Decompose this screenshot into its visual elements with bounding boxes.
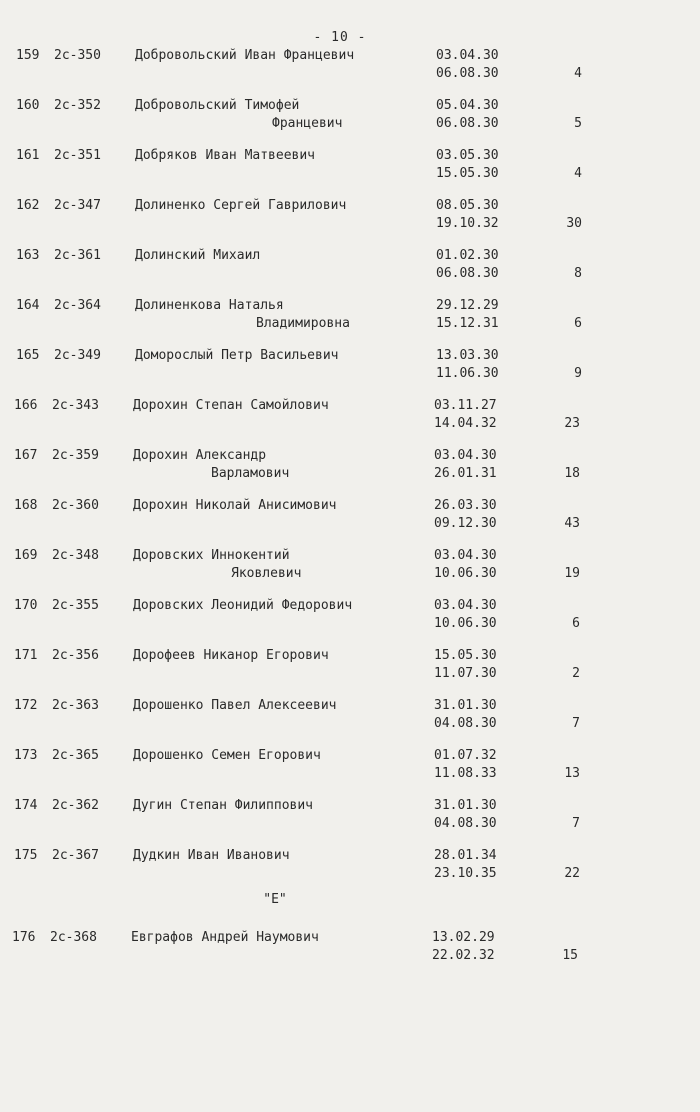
entry-number: 173 xyxy=(14,748,38,763)
entry-start-date: 03.11.27 xyxy=(434,398,497,413)
entry-row xyxy=(0,198,700,238)
entry-row xyxy=(0,348,700,388)
entry-row xyxy=(0,448,698,488)
entry-code: 2с-368 xyxy=(50,930,97,945)
entry-code: 2с-352 xyxy=(54,98,101,113)
entry-row xyxy=(0,148,700,188)
entry-code: 2с-343 xyxy=(52,398,99,413)
entry-end-date: 11.07.30 xyxy=(434,666,497,681)
entry-end-date: 11.06.30 xyxy=(436,366,499,381)
entry-row xyxy=(0,98,700,138)
entry-end-date: 06.08.30 xyxy=(436,266,499,281)
entry-name: Долинский Михаил xyxy=(135,248,261,263)
entry-number: 165 xyxy=(16,348,40,363)
entry-start-date: 01.07.32 xyxy=(434,748,497,763)
entry-number: 162 xyxy=(16,198,40,213)
entry-code: 2с-364 xyxy=(54,298,101,313)
entry-code: 2с-351 xyxy=(54,148,101,163)
entry-end-date: 10.06.30 xyxy=(434,566,497,581)
entry-number: 161 xyxy=(16,148,40,163)
entry-name: Доровских Иннокентий xyxy=(133,548,290,563)
entry-name: Добровольский Иван Францевич xyxy=(135,48,355,63)
entry-end-date: 10.06.30 xyxy=(434,616,497,631)
entry-end-date: 06.08.30 xyxy=(436,116,499,131)
entry-row xyxy=(0,798,698,838)
entry-start-date: 03.04.30 xyxy=(436,48,499,63)
entry-name: Доровских Леонидий Федорович xyxy=(133,598,353,613)
entry-number: 164 xyxy=(16,298,40,313)
entry-count: 19 xyxy=(564,566,580,581)
entry-count: 7 xyxy=(572,716,580,731)
entry-code: 2с-359 xyxy=(52,448,99,463)
entry-count: 43 xyxy=(564,516,580,531)
entry-end-date: 23.10.35 xyxy=(434,866,497,881)
entry-count: 30 xyxy=(566,216,582,231)
entry-name: Дорохин Николай Анисимович xyxy=(133,498,337,513)
entry-name: Дугин Степан Филиппович xyxy=(133,798,314,813)
entry-row xyxy=(0,498,698,538)
entry-end-date: 06.08.30 xyxy=(436,66,499,81)
entry-start-date: 31.01.30 xyxy=(434,698,497,713)
entry-number: 175 xyxy=(14,848,38,863)
entry-name-continued: Францевич xyxy=(272,116,343,131)
section-heading: "Е" xyxy=(263,892,287,907)
entry-end-date: 11.08.33 xyxy=(434,766,497,781)
entry-start-date: 15.05.30 xyxy=(434,648,497,663)
entry-count: 15 xyxy=(562,948,578,963)
entry-start-date: 03.04.30 xyxy=(434,598,497,613)
entry-number: 170 xyxy=(14,598,38,613)
entry-count: 5 xyxy=(574,116,582,131)
entry-number: 171 xyxy=(14,648,38,663)
entry-start-date: 03.04.30 xyxy=(434,448,497,463)
entry-count: 13 xyxy=(564,766,580,781)
entry-number: 168 xyxy=(14,498,38,513)
entry-name: Добровольский Тимофей xyxy=(135,98,300,113)
entry-count: 9 xyxy=(574,366,582,381)
entry-count: 22 xyxy=(564,866,580,881)
entry-start-date: 31.01.30 xyxy=(434,798,497,813)
entry-end-date: 09.12.30 xyxy=(434,516,497,531)
entry-code: 2с-355 xyxy=(52,598,99,613)
entry-number: 174 xyxy=(14,798,38,813)
entry-row xyxy=(0,848,698,888)
entry-row xyxy=(0,598,698,638)
entry-count: 4 xyxy=(574,166,582,181)
entry-name: Дудкин Иван Иванович xyxy=(133,848,290,863)
entry-row xyxy=(0,298,700,338)
entry-number: 176 xyxy=(12,930,36,945)
page-number: - 10 - xyxy=(313,30,367,45)
entry-name: Дорофеев Никанор Егорович xyxy=(133,648,329,663)
entry-number: 159 xyxy=(16,48,40,63)
entry-count: 6 xyxy=(574,316,582,331)
entry-name: Долиненкова Наталья xyxy=(135,298,284,313)
entry-number: 166 xyxy=(14,398,38,413)
entry-end-date: 15.05.30 xyxy=(436,166,499,181)
entry-row xyxy=(0,648,698,688)
entry-start-date: 01.02.30 xyxy=(436,248,499,263)
entry-start-date: 29.12.29 xyxy=(436,298,499,313)
entry-code: 2с-363 xyxy=(52,698,99,713)
entry-end-date: 26.01.31 xyxy=(434,466,497,481)
entry-name: Евграфов Андрей Наумович xyxy=(131,930,319,945)
entry-code: 2с-361 xyxy=(54,248,101,263)
entry-row xyxy=(0,548,698,588)
entry-code: 2с-367 xyxy=(52,848,99,863)
entry-name-continued: Варламович xyxy=(211,466,290,481)
entry-number: 163 xyxy=(16,248,40,263)
entry-end-date: 22.02.32 xyxy=(432,948,495,963)
entry-name: Дорошенко Павел Алексеевич xyxy=(133,698,337,713)
entry-start-date: 05.04.30 xyxy=(436,98,499,113)
entry-name: Дорошенко Семен Егорович xyxy=(133,748,321,763)
entry-end-date: 04.08.30 xyxy=(434,816,497,831)
entry-name: Дорохин Степан Самойлович xyxy=(133,398,329,413)
entry-code: 2с-360 xyxy=(52,498,99,513)
entry-start-date: 08.05.30 xyxy=(436,198,499,213)
entry-code: 2с-362 xyxy=(52,798,99,813)
entry-end-date: 04.08.30 xyxy=(434,716,497,731)
entry-number: 167 xyxy=(14,448,38,463)
entry-count: 23 xyxy=(564,416,580,431)
entry-row xyxy=(0,748,698,788)
entry-row xyxy=(0,48,700,88)
entry-name: Добряков Иван Матвеевич xyxy=(135,148,316,163)
entry-count: 2 xyxy=(572,666,580,681)
entry-end-date: 19.10.32 xyxy=(436,216,499,231)
entry-row xyxy=(0,930,696,970)
entry-name: Доморослый Петр Васильевич xyxy=(135,348,339,363)
entry-start-date: 03.05.30 xyxy=(436,148,499,163)
entry-number: 172 xyxy=(14,698,38,713)
entry-count: 6 xyxy=(572,616,580,631)
entry-end-date: 15.12.31 xyxy=(436,316,499,331)
entry-name: Дорохин Александр xyxy=(133,448,267,463)
entry-number: 169 xyxy=(14,548,38,563)
entry-count: 7 xyxy=(572,816,580,831)
entry-end-date: 14.04.32 xyxy=(434,416,497,431)
entry-start-date: 03.04.30 xyxy=(434,548,497,563)
entry-code: 2с-356 xyxy=(52,648,99,663)
entry-start-date: 26.03.30 xyxy=(434,498,497,513)
entry-row xyxy=(0,398,698,438)
entry-count: 8 xyxy=(574,266,582,281)
entry-count: 18 xyxy=(564,466,580,481)
entry-start-date: 13.02.29 xyxy=(432,930,495,945)
entry-code: 2с-347 xyxy=(54,198,101,213)
entry-row xyxy=(0,248,700,288)
entry-name-continued: Яковлевич xyxy=(231,566,302,581)
entry-start-date: 28.01.34 xyxy=(434,848,497,863)
entry-name-continued: Владимировна xyxy=(256,316,350,331)
entry-row xyxy=(0,698,698,738)
entry-name: Долиненко Сергей Гаврилович xyxy=(135,198,347,213)
entry-code: 2с-348 xyxy=(52,548,99,563)
entry-number: 160 xyxy=(16,98,40,113)
entry-code: 2с-349 xyxy=(54,348,101,363)
entry-start-date: 13.03.30 xyxy=(436,348,499,363)
entry-count: 4 xyxy=(574,66,582,81)
entry-code: 2с-365 xyxy=(52,748,99,763)
entry-code: 2с-350 xyxy=(54,48,101,63)
